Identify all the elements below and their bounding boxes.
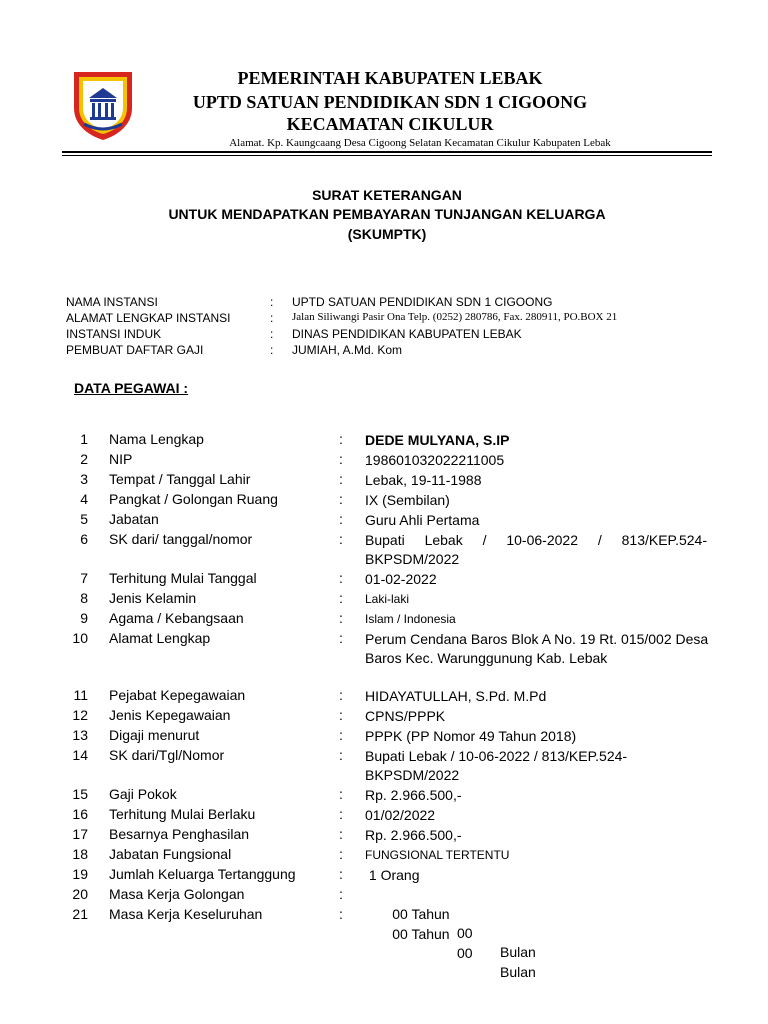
institution-row bbox=[66, 295, 766, 311]
item-number: 21 bbox=[72, 906, 88, 922]
item-label: Agama / Kebangsaan bbox=[109, 610, 244, 626]
item-value: Bupati Lebak / 10-06-2022 / 813/KEP.524-BKPSDM/2022 bbox=[365, 748, 628, 783]
field-colon: : bbox=[270, 295, 274, 309]
item-label: Jenis Kelamin bbox=[109, 590, 197, 606]
item-value: PPPK (PP Nomor 49 Tahun 2018) bbox=[365, 728, 577, 744]
item-colon: : bbox=[339, 707, 343, 723]
item-number: 9 bbox=[80, 610, 88, 626]
item-colon: : bbox=[339, 747, 343, 763]
item-value: Islam / Indonesia bbox=[365, 612, 456, 626]
item-label: Jenis Kepegawaian bbox=[109, 707, 231, 723]
item-value: Lebak, 19-11-1988 bbox=[365, 472, 482, 488]
document-subtitle: UNTUK MENDAPATKAN PEMBAYARAN TUNJANGAN KELUARGA bbox=[168, 206, 606, 222]
field-value: DINAS PENDIDIKAN KABUPATEN LEBAK bbox=[292, 327, 522, 341]
item-label: Besarnya Penghasilan bbox=[109, 826, 250, 842]
field-colon: : bbox=[270, 327, 274, 341]
item-colon: : bbox=[339, 531, 343, 547]
item-number: 13 bbox=[72, 727, 88, 743]
field-label: INSTANSI INDUK bbox=[66, 327, 162, 341]
field-label: PEMBUAT DAFTAR GAJI bbox=[66, 343, 204, 357]
item-value: Guru Ahli Pertama bbox=[365, 512, 480, 528]
item-colon: : bbox=[339, 906, 343, 922]
item-value: HIDAYATULLAH, S.Pd. M.Pd bbox=[365, 688, 547, 704]
item-value: Rp. 2.966.500,- bbox=[365, 827, 462, 843]
field-label: ALAMAT LENGKAP INSTANSI bbox=[66, 311, 231, 325]
years-value: 00 Tahun bbox=[388, 906, 450, 922]
item-value: 198601032022211005 bbox=[365, 452, 505, 468]
item-colon: : bbox=[339, 590, 343, 606]
item-colon: : bbox=[339, 866, 343, 882]
field-colon: : bbox=[270, 311, 274, 325]
item-colon: : bbox=[339, 451, 343, 467]
item-number: 1 bbox=[80, 431, 88, 447]
field-value: Jalan Siliwangi Pasir Ona Telp. (0252) 280786, Fax. 280911, PO.BOX 21 bbox=[292, 311, 618, 323]
institution-row bbox=[66, 327, 766, 343]
item-value bbox=[365, 906, 710, 1001]
item-colon: : bbox=[339, 471, 343, 487]
item-value: 01/02/2022 bbox=[365, 807, 436, 823]
item-value: CPNS/PPPK bbox=[365, 708, 446, 724]
school-emblem-logo bbox=[70, 68, 136, 142]
item-label: Jumlah Keluarga Tertanggung bbox=[109, 866, 296, 882]
item-colon: : bbox=[339, 786, 343, 802]
item-number: 4 bbox=[80, 491, 88, 507]
months-number: 00 bbox=[457, 945, 473, 961]
item-value: Laki-laki bbox=[365, 592, 410, 606]
item-label: Alamat Lengkap bbox=[109, 630, 211, 646]
months-number: 00 bbox=[457, 925, 473, 941]
item-value: DEDE MULYANA, S.IP bbox=[365, 432, 510, 448]
item-colon: : bbox=[339, 491, 343, 507]
item-colon: : bbox=[339, 727, 343, 743]
item-colon: : bbox=[339, 570, 343, 586]
item-number: 16 bbox=[72, 806, 88, 822]
item-number: 18 bbox=[72, 846, 88, 862]
item-number: 2 bbox=[80, 451, 88, 467]
district-name: KECAMATAN CIKULUR bbox=[286, 114, 494, 134]
item-label: Terhitung Mulai Berlaku bbox=[109, 806, 256, 822]
item-label: Gaji Pokok bbox=[109, 786, 177, 802]
item-colon: : bbox=[339, 846, 343, 862]
item-number: 19 bbox=[72, 866, 88, 882]
field-colon: : bbox=[270, 343, 274, 357]
item-number: 20 bbox=[72, 886, 88, 902]
institution-row bbox=[66, 311, 766, 327]
item-number: 6 bbox=[80, 531, 88, 547]
item-number: 3 bbox=[80, 471, 88, 487]
field-value: JUMIAH, A.Md. Kom bbox=[292, 343, 403, 357]
item-number: 8 bbox=[80, 590, 88, 606]
document-abbreviation: (SKUMPTK) bbox=[347, 226, 427, 242]
institution-row bbox=[66, 343, 766, 359]
letterhead-divider-thin bbox=[62, 155, 712, 156]
item-number: 17 bbox=[72, 826, 88, 842]
item-label: Jabatan Fungsional bbox=[109, 846, 232, 862]
item-number: 7 bbox=[80, 570, 88, 586]
item-value: Bupati Lebak / 10-06-2022 / 813/KEP.524-BKPSDM/2022 bbox=[365, 532, 707, 567]
item-label: Nama Lengkap bbox=[109, 431, 204, 447]
item-label: NIP bbox=[109, 451, 133, 467]
item-number: 12 bbox=[72, 707, 88, 723]
months-label: Bulan bbox=[500, 964, 536, 980]
government-name: PEMERINTAH KABUPATEN LEBAK bbox=[237, 68, 543, 88]
item-number: 10 bbox=[72, 630, 88, 646]
item-colon: : bbox=[339, 610, 343, 626]
item-label: Masa Kerja Golongan bbox=[109, 886, 245, 902]
school-address: Alamat. Kp. Kaungcaang Desa Cigoong Selatan Kecamatan Cikulur Kabupaten Lebak bbox=[229, 137, 611, 149]
item-number: 11 bbox=[73, 687, 88, 703]
field-label: NAMA INSTANSI bbox=[66, 295, 158, 309]
letterhead-divider-thick bbox=[62, 151, 712, 153]
months-label: Bulan bbox=[500, 944, 536, 960]
item-label: Pejabat Kepegawaian bbox=[109, 687, 246, 703]
item-label: Digaji menurut bbox=[109, 727, 200, 743]
item-colon: : bbox=[339, 511, 343, 527]
item-label: Pangkat / Golongan Ruang bbox=[109, 491, 278, 507]
item-colon: : bbox=[339, 687, 343, 703]
item-colon: : bbox=[339, 806, 343, 822]
item-value: Rp. 2.966.500,- bbox=[365, 787, 462, 803]
item-label: Tempat / Tanggal Lahir bbox=[109, 471, 251, 487]
item-label: SK dari/Tgl/Nomor bbox=[109, 747, 225, 763]
item-label: Terhitung Mulai Tanggal bbox=[109, 570, 257, 586]
item-number: 5 bbox=[80, 511, 88, 527]
section-title: DATA PEGAWAI : bbox=[74, 380, 189, 396]
item-colon: : bbox=[339, 431, 343, 447]
item-label: SK dari/ tanggal/nomor bbox=[109, 531, 253, 547]
document-title: SURAT KETERANGAN bbox=[312, 187, 462, 203]
item-value: 1 Orang bbox=[365, 867, 420, 883]
school-name: UPTD SATUAN PENDIDIKAN SDN 1 CIGOONG bbox=[192, 92, 588, 112]
item-value: Perum Cendana Baros Blok A No. 19 Rt. 015/002 Desa Baros Kec. Warunggunung Kab. Lebak bbox=[365, 631, 709, 666]
field-value: UPTD SATUAN PENDIDIKAN SDN 1 CIGOONG bbox=[292, 295, 553, 309]
item-label: Jabatan bbox=[109, 511, 159, 527]
item-value: FUNGSIONAL TERTENTU bbox=[365, 848, 510, 862]
item-label: Masa Kerja Keseluruhan bbox=[109, 906, 263, 922]
item-value: IX (Sembilan) bbox=[365, 492, 450, 508]
item-number: 14 bbox=[72, 747, 88, 763]
years-value: 00 Tahun bbox=[388, 926, 450, 942]
item-colon: : bbox=[339, 826, 343, 842]
item-colon: : bbox=[339, 630, 343, 646]
item-colon: : bbox=[339, 886, 343, 902]
item-number: 15 bbox=[72, 786, 88, 802]
item-value: 01-02-2022 bbox=[365, 571, 437, 587]
